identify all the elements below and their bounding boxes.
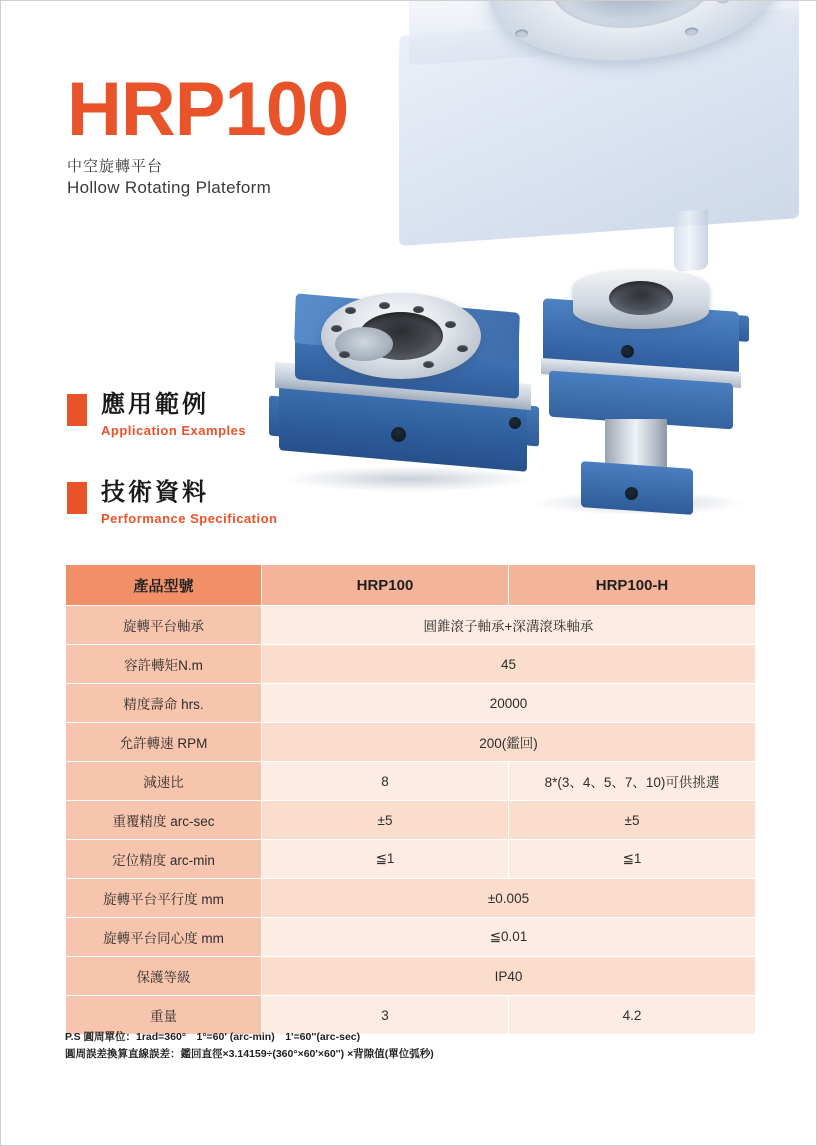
row-value-merged: 45 (262, 645, 756, 684)
side-port-hole (621, 345, 634, 358)
flange-bolt-icon (331, 325, 342, 332)
drop-shadow (283, 466, 533, 492)
row-value-merged: 圓錐滾子軸承+深溝滾珠軸承 (262, 606, 756, 645)
row-label: 旋轉平台同心度 mm (66, 918, 262, 957)
mounting-hole (509, 417, 521, 429)
row-value-merged: IP40 (262, 957, 756, 996)
header-cell-model-b: HRP100-H (509, 565, 756, 606)
footnote-line: 圓周誤差換算直線誤差：鑑回直徑×3.14159÷(360°×60'×60'') ×背隙值(單位弧秒) (65, 1048, 434, 1060)
row-value-model-b: ≦1 (509, 840, 756, 879)
row-label: 重量 (66, 996, 262, 1035)
flange-bolt-icon (445, 321, 456, 328)
row-label: 定位精度 arc-min (66, 840, 262, 879)
flange-bolt-icon (413, 306, 424, 313)
table-row (66, 645, 756, 684)
flange-bolt-icon (345, 307, 356, 314)
subtitle-chinese: 中空旋轉平台 (67, 158, 164, 175)
row-value-model-a: ≦1 (262, 840, 509, 879)
specification-table (65, 564, 756, 1035)
footnote-line: P.S 圓周單位：1rad=360° 1°=60' (arc-min) 1'=60''(arc-sec) (65, 1031, 361, 1043)
section-performance-specification (67, 479, 278, 526)
footnotes (65, 1029, 765, 1063)
section-application-examples (67, 391, 246, 438)
table-row (66, 840, 756, 879)
flange-bolt-icon (423, 361, 434, 368)
flange-bolt-icon (379, 302, 390, 309)
motor-port-hole (625, 487, 638, 500)
table-row (66, 723, 756, 762)
header-cell-model-a: HRP100 (262, 565, 509, 606)
subtitle-english: Hollow Rotating Plateform (67, 178, 272, 197)
table-row (66, 879, 756, 918)
row-label: 容許轉矩N.m (66, 645, 262, 684)
row-label: 旋轉平台平行度 mm (66, 879, 262, 918)
row-label: 減速比 (66, 762, 262, 801)
flange-bolt-icon (457, 345, 468, 352)
page-title: HRP100 (67, 67, 349, 152)
row-value-model-a: 3 (262, 996, 509, 1035)
rotary-table-unit-with-motor (525, 269, 755, 519)
row-value-merged: 200(鑑回) (262, 723, 756, 762)
table-row (66, 684, 756, 723)
row-label: 保護等級 (66, 957, 262, 996)
accent-bar (67, 394, 87, 426)
table-row (66, 918, 756, 957)
row-label: 重覆精度 arc-sec (66, 801, 262, 840)
ghost-output-shaft (674, 209, 708, 271)
row-value-merged: 20000 (262, 684, 756, 723)
section-title-english: Performance Specification (101, 511, 278, 526)
row-value-merged: ±0.005 (262, 879, 756, 918)
flange-bolt-icon (339, 351, 350, 358)
section-title-english: Application Examples (101, 423, 247, 438)
section-title-chinese: 應用範例 (101, 391, 209, 418)
row-value-model-a: 8 (262, 762, 509, 801)
motor-block (581, 461, 693, 515)
table-row (66, 801, 756, 840)
row-label: 旋轉平台軸承 (66, 606, 262, 645)
table-body (66, 565, 756, 1035)
row-value-model-b: 4.2 (509, 996, 756, 1035)
rotating-flange (573, 269, 709, 329)
row-value-merged: ≦0.01 (262, 918, 756, 957)
row-value-model-b: ±5 (509, 801, 756, 840)
title-block (67, 67, 349, 198)
row-value-model-a: ±5 (262, 801, 509, 840)
header-cell-label: 產品型號 (66, 565, 262, 606)
accent-bar (67, 482, 87, 514)
row-label: 精度壽命 hrs. (66, 684, 262, 723)
background-rotary-table-image (399, 1, 817, 306)
row-value-model-b: 8*(3、4、5、7、10)可供挑選 (509, 762, 756, 801)
table-row (66, 606, 756, 645)
table-header-row (66, 565, 756, 606)
table-row (66, 957, 756, 996)
rotary-table-unit-standard (273, 301, 543, 501)
side-port-hole (391, 427, 406, 442)
row-label: 允許轉速 RPM (66, 723, 262, 762)
section-title-chinese: 技術資料 (101, 479, 209, 506)
table-row (66, 762, 756, 801)
